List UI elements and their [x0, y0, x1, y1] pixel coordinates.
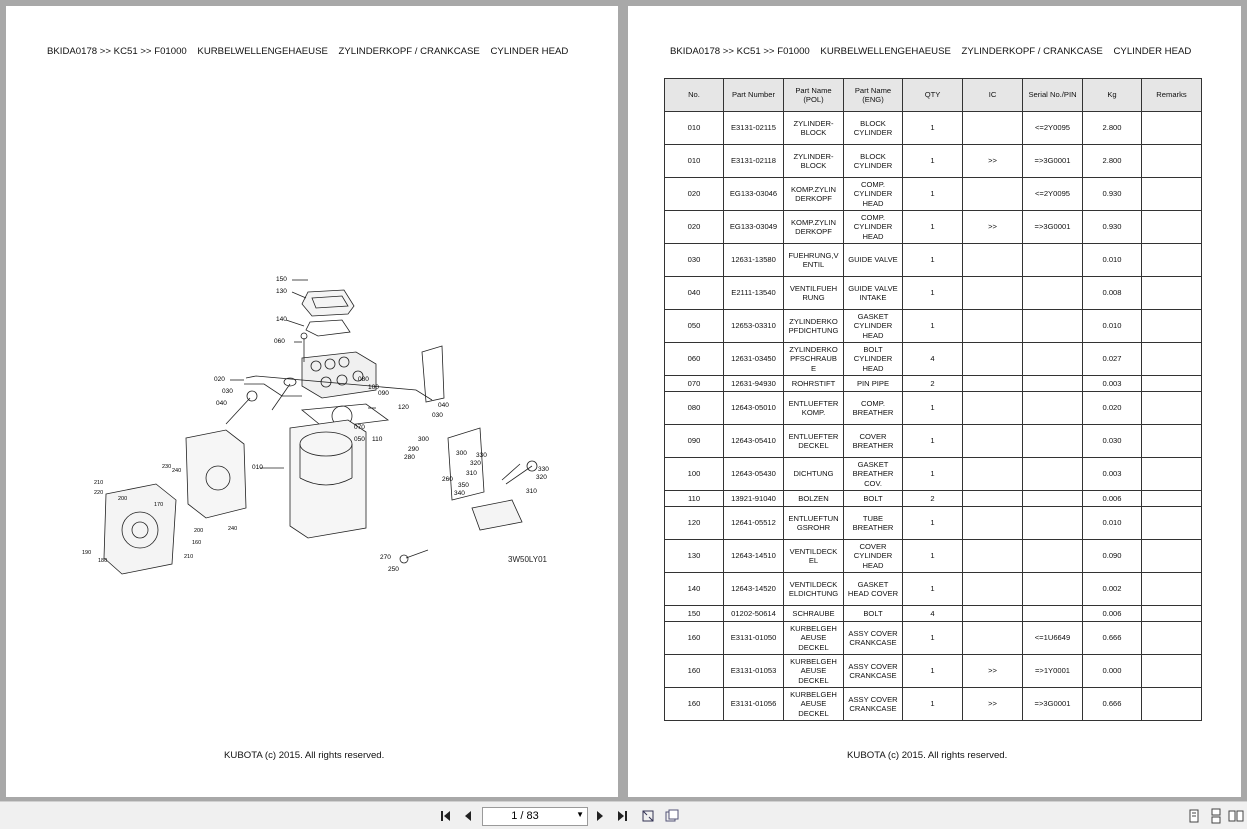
col-header-ic: IC: [963, 79, 1023, 112]
cell-no: 060: [665, 343, 724, 376]
page-header: [670, 46, 1199, 57]
col-header-no: No.: [665, 79, 724, 112]
callout: 300: [418, 436, 429, 443]
callout: 240: [228, 526, 238, 532]
continuous-icon[interactable]: [1228, 808, 1244, 824]
cell-qty: 1: [903, 655, 963, 688]
cell-serial: [1023, 376, 1083, 392]
cell-part-number: 12643-05010: [724, 392, 784, 425]
cell-ic: [963, 277, 1023, 310]
col-header-serial: Serial No./PIN: [1023, 79, 1083, 112]
header-group-de: KURBELWELLENGEHAEUSE: [197, 46, 328, 57]
cell-kg: 0.090: [1083, 540, 1142, 573]
cell-eng: BLOCK CYLINDER: [844, 112, 903, 145]
cell-part-number: 12631-03450: [724, 343, 784, 376]
cell-pol: VENTILDECK ELDICHTUNG: [784, 573, 844, 606]
cell-remarks: [1142, 622, 1202, 655]
cell-pol: ENTLUEFTUN GSROHR: [784, 507, 844, 540]
callout: 080: [358, 376, 369, 383]
cell-kg: 0.002: [1083, 573, 1142, 606]
cell-ic: [963, 343, 1023, 376]
parts-table-body: [665, 112, 1202, 721]
callout: 200: [194, 528, 204, 534]
cell-ic: [963, 606, 1023, 622]
col-header-part-name-eng: Part Name (ENG): [844, 79, 903, 112]
callout: 230: [162, 464, 172, 470]
cell-kg: 0.003: [1083, 458, 1142, 491]
col-header-part-name-pol: Part Name (POL): [784, 79, 844, 112]
cell-eng: TUBE BREATHER: [844, 507, 903, 540]
cell-serial: [1023, 507, 1083, 540]
cell-part-number: 12653-03310: [724, 310, 784, 343]
cell-kg: 0.000: [1083, 655, 1142, 688]
callout: 280: [404, 454, 415, 461]
cell-ic: [963, 425, 1023, 458]
diagram-drawing: [76, 268, 566, 588]
callout: 130: [276, 288, 287, 295]
callout: 040: [438, 402, 449, 409]
table-row: [665, 343, 1202, 376]
header-group-de: KURBELWELLENGEHAEUSE: [820, 46, 951, 57]
callout: 140: [276, 316, 287, 323]
cell-eng: COMP. BREATHER: [844, 392, 903, 425]
callout: 330: [476, 452, 487, 459]
cell-no: 160: [665, 688, 724, 721]
cell-pol: SCHRAUBE: [784, 606, 844, 622]
exploded-parts-diagram: [76, 268, 566, 588]
cell-remarks: [1142, 178, 1202, 211]
chevron-down-icon: ▼: [576, 810, 584, 819]
cell-remarks: [1142, 211, 1202, 244]
cell-serial: [1023, 343, 1083, 376]
col-header-part-number: Part Number: [724, 79, 784, 112]
two-page-icon[interactable]: [1208, 808, 1224, 824]
cell-eng: COMP. CYLINDER HEAD: [844, 211, 903, 244]
table-row: [665, 491, 1202, 507]
callout: 150: [276, 276, 287, 283]
cell-ic: [963, 178, 1023, 211]
cell-ic: [963, 622, 1023, 655]
cell-no: 130: [665, 540, 724, 573]
cell-serial: [1023, 573, 1083, 606]
cell-serial: =>3G0001: [1023, 688, 1083, 721]
table-row: [665, 112, 1202, 145]
cell-ic: [963, 458, 1023, 491]
cell-serial: [1023, 606, 1083, 622]
cell-pol: KOMP.ZYLIN DERKOPF: [784, 178, 844, 211]
next-page-icon[interactable]: [592, 808, 608, 824]
cell-pol: ROHRSTIFT: [784, 376, 844, 392]
cell-no: 110: [665, 491, 724, 507]
cell-qty: 1: [903, 277, 963, 310]
cell-serial: [1023, 392, 1083, 425]
header-path: BKIDA0178 >> KC51 >> F01000: [47, 46, 187, 57]
header-group-pair: ZYLINDERKOPF / CRANKCASE: [338, 46, 480, 57]
cell-qty: 1: [903, 540, 963, 573]
cell-ic: [963, 376, 1023, 392]
table-row: [665, 622, 1202, 655]
cell-remarks: [1142, 392, 1202, 425]
cell-kg: 0.006: [1083, 491, 1142, 507]
cell-no: 070: [665, 376, 724, 392]
callout: 030: [222, 388, 233, 395]
cell-serial: [1023, 458, 1083, 491]
cell-part-number: E3131-01053: [724, 655, 784, 688]
callout: 010: [252, 464, 263, 471]
cell-eng: COVER BREATHER: [844, 425, 903, 458]
cell-serial: <=1U6649: [1023, 622, 1083, 655]
cell-pol: KURBELGEH AEUSE DECKEL: [784, 688, 844, 721]
cell-ic: [963, 112, 1023, 145]
header-group-en: CYLINDER HEAD: [1113, 46, 1192, 57]
table-row: [665, 310, 1202, 343]
fit-width-icon[interactable]: [664, 808, 680, 824]
cell-no: 040: [665, 277, 724, 310]
cell-ic: [963, 573, 1023, 606]
cell-serial: [1023, 540, 1083, 573]
cell-no: 020: [665, 211, 724, 244]
cell-kg: 0.030: [1083, 425, 1142, 458]
cell-no: 160: [665, 655, 724, 688]
cell-kg: 0.010: [1083, 507, 1142, 540]
cell-remarks: [1142, 507, 1202, 540]
cell-pol: KURBELGEH AEUSE DECKEL: [784, 622, 844, 655]
header-group-pair: ZYLINDERKOPF / CRANKCASE: [961, 46, 1103, 57]
callout: 210: [184, 554, 194, 560]
cell-no: 100: [665, 458, 724, 491]
cell-no: 080: [665, 392, 724, 425]
cell-remarks: [1142, 458, 1202, 491]
cell-eng: ASSY COVER CRANKCASE: [844, 655, 903, 688]
cell-serial: [1023, 425, 1083, 458]
page-footer: KUBOTA (c) 2015. All rights reserved.: [224, 750, 385, 761]
callout: 030: [432, 412, 443, 419]
cell-part-number: EG133-03046: [724, 178, 784, 211]
cell-remarks: [1142, 310, 1202, 343]
cell-qty: 1: [903, 392, 963, 425]
cell-qty: 2: [903, 376, 963, 392]
first-page-icon[interactable]: [438, 808, 454, 824]
table-row: [665, 688, 1202, 721]
page-number-select[interactable]: [482, 807, 588, 826]
cell-qty: 1: [903, 211, 963, 244]
cell-kg: 0.666: [1083, 622, 1142, 655]
table-row: [665, 540, 1202, 573]
callout: 310: [526, 488, 537, 495]
cell-part-number: 13921-91040: [724, 491, 784, 507]
table-header-row: [665, 79, 1202, 112]
cell-serial: =>3G0001: [1023, 211, 1083, 244]
cell-qty: 1: [903, 145, 963, 178]
cell-qty: 1: [903, 178, 963, 211]
cell-remarks: [1142, 376, 1202, 392]
pdf-page-right: [628, 6, 1241, 797]
table-row: [665, 392, 1202, 425]
callout: 330: [538, 466, 549, 473]
callout: 260: [442, 476, 453, 483]
cell-pol: FUEHRUNG,V ENTIL: [784, 244, 844, 277]
cell-serial: [1023, 491, 1083, 507]
cell-remarks: [1142, 540, 1202, 573]
callout: 190: [82, 550, 92, 556]
callout: 100: [368, 384, 379, 391]
callout: 350: [458, 482, 469, 489]
cell-ic: >>: [963, 688, 1023, 721]
callout: 180: [98, 558, 108, 564]
cell-eng: ASSY COVER CRANKCASE: [844, 622, 903, 655]
prev-page-icon[interactable]: [460, 808, 476, 824]
cell-eng: GASKET BREATHER COV.: [844, 458, 903, 491]
cell-no: 010: [665, 112, 724, 145]
callout: 220: [94, 490, 104, 496]
cell-remarks: [1142, 277, 1202, 310]
cell-remarks: [1142, 573, 1202, 606]
cell-ic: [963, 491, 1023, 507]
callout: 120: [398, 404, 409, 411]
cell-serial: =>3G0001: [1023, 145, 1083, 178]
callout: 290: [408, 446, 419, 453]
cell-part-number: E3131-01056: [724, 688, 784, 721]
cell-no: 090: [665, 425, 724, 458]
cell-ic: >>: [963, 145, 1023, 178]
cell-part-number: 12643-14510: [724, 540, 784, 573]
cell-serial: [1023, 277, 1083, 310]
cell-eng: GUIDE VALVE INTAKE: [844, 277, 903, 310]
cell-serial: [1023, 244, 1083, 277]
cell-eng: GASKET HEAD COVER: [844, 573, 903, 606]
callout: 060: [274, 338, 285, 345]
cell-eng: COMP. CYLINDER HEAD: [844, 178, 903, 211]
cell-ic: [963, 392, 1023, 425]
cell-pol: DICHTUNG: [784, 458, 844, 491]
callout: 310: [466, 470, 477, 477]
cell-kg: 0.930: [1083, 211, 1142, 244]
cell-kg: 0.010: [1083, 244, 1142, 277]
cell-remarks: [1142, 655, 1202, 688]
callout: 160: [192, 540, 202, 546]
callout: 270: [380, 554, 391, 561]
cell-remarks: [1142, 688, 1202, 721]
callout: 210: [94, 480, 104, 486]
cell-serial: <=2Y0095: [1023, 112, 1083, 145]
callout: 300: [456, 450, 467, 457]
col-header-qty: QTY: [903, 79, 963, 112]
cell-part-number: 01202-50614: [724, 606, 784, 622]
table-row: [665, 145, 1202, 178]
fit-page-icon[interactable]: [640, 808, 656, 824]
cell-pol: ENTLUEFTER DECKEL: [784, 425, 844, 458]
cell-qty: 1: [903, 573, 963, 606]
cell-no: 010: [665, 145, 724, 178]
pdf-viewer-toolbar: [0, 801, 1247, 829]
cell-part-number: 12643-14520: [724, 573, 784, 606]
table-row: [665, 606, 1202, 622]
cell-pol: ZYLINDERKO PFDICHTUNG: [784, 310, 844, 343]
cell-kg: 0.010: [1083, 310, 1142, 343]
parts-table: [664, 78, 1202, 721]
col-header-kg: Kg: [1083, 79, 1142, 112]
cell-eng: PIN PIPE: [844, 376, 903, 392]
cell-qty: 1: [903, 425, 963, 458]
cell-pol: KURBELGEH AEUSE DECKEL: [784, 655, 844, 688]
cell-kg: 0.003: [1083, 376, 1142, 392]
cell-qty: 1: [903, 244, 963, 277]
callout: 240: [172, 468, 182, 474]
callout: 070: [354, 424, 365, 431]
table-row: [665, 178, 1202, 211]
single-page-icon[interactable]: [1186, 808, 1202, 824]
page-footer: KUBOTA (c) 2015. All rights reserved.: [847, 750, 1008, 761]
cell-kg: 0.027: [1083, 343, 1142, 376]
cell-ic: [963, 540, 1023, 573]
cell-no: 030: [665, 244, 724, 277]
cell-part-number: 12641-05512: [724, 507, 784, 540]
cell-part-number: 12643-05430: [724, 458, 784, 491]
cell-remarks: [1142, 491, 1202, 507]
cell-remarks: [1142, 606, 1202, 622]
last-page-icon[interactable]: [614, 808, 630, 824]
cell-no: 150: [665, 606, 724, 622]
table-row: [665, 507, 1202, 540]
table-row: [665, 655, 1202, 688]
cell-eng: GASKET CYLINDER HEAD: [844, 310, 903, 343]
header-group-en: CYLINDER HEAD: [490, 46, 569, 57]
cell-remarks: [1142, 145, 1202, 178]
cell-ic: >>: [963, 211, 1023, 244]
cell-pol: ENTLUEFTER KOMP.: [784, 392, 844, 425]
cell-eng: BOLT CYLINDER HEAD: [844, 343, 903, 376]
cell-serial: =>1Y0001: [1023, 655, 1083, 688]
cell-remarks: [1142, 343, 1202, 376]
cell-no: 020: [665, 178, 724, 211]
cell-eng: BLOCK CYLINDER: [844, 145, 903, 178]
header-path: BKIDA0178 >> KC51 >> F01000: [670, 46, 810, 57]
cell-kg: 0.008: [1083, 277, 1142, 310]
cell-serial: <=2Y0095: [1023, 178, 1083, 211]
cell-qty: 2: [903, 491, 963, 507]
callout: 200: [118, 496, 128, 502]
cell-qty: 1: [903, 622, 963, 655]
cell-part-number: 12643-05410: [724, 425, 784, 458]
cell-kg: 0.666: [1083, 688, 1142, 721]
callout: 090: [378, 390, 389, 397]
cell-no: 050: [665, 310, 724, 343]
cell-pol: ZYLINDER- BLOCK: [784, 112, 844, 145]
cell-pol: ZYLINDERKO PFSCHRAUB E: [784, 343, 844, 376]
cell-part-number: EG133-03049: [724, 211, 784, 244]
cell-qty: 4: [903, 606, 963, 622]
callout: 110: [372, 436, 383, 443]
callout: 250: [388, 566, 399, 573]
cell-remarks: [1142, 425, 1202, 458]
cell-pol: VENTILFUEH RUNG: [784, 277, 844, 310]
callout: 340: [454, 490, 465, 497]
cell-pol: KOMP.ZYLIN DERKOPF: [784, 211, 844, 244]
table-row: [665, 376, 1202, 392]
callout: 040: [216, 400, 227, 407]
cell-eng: GUIDE VALVE: [844, 244, 903, 277]
cell-ic: [963, 244, 1023, 277]
table-row: [665, 425, 1202, 458]
callout: 050: [354, 436, 365, 443]
cell-ic: [963, 310, 1023, 343]
col-header-remarks: Remarks: [1142, 79, 1202, 112]
cell-pol: BOLZEN: [784, 491, 844, 507]
cell-part-number: E3131-01050: [724, 622, 784, 655]
callout: 320: [470, 460, 481, 467]
cell-part-number: 12631-13580: [724, 244, 784, 277]
cell-remarks: [1142, 244, 1202, 277]
cell-part-number: E3131-02115: [724, 112, 784, 145]
table-row: [665, 211, 1202, 244]
cell-qty: 1: [903, 688, 963, 721]
cell-ic: [963, 507, 1023, 540]
table-row: [665, 244, 1202, 277]
cell-pol: ZYLINDER- BLOCK: [784, 145, 844, 178]
cell-eng: COVER CYLINDER HEAD: [844, 540, 903, 573]
cell-part-number: E3131-02118: [724, 145, 784, 178]
cell-remarks: [1142, 112, 1202, 145]
pdf-page-left: [6, 6, 618, 797]
cell-eng: BOLT: [844, 606, 903, 622]
callout: 320: [536, 474, 547, 481]
cell-kg: 2.800: [1083, 145, 1142, 178]
cell-eng: BOLT: [844, 491, 903, 507]
callout: 020: [214, 376, 225, 383]
cell-kg: 0.020: [1083, 392, 1142, 425]
page-indicator: 1 / 83: [511, 810, 539, 822]
cell-qty: 1: [903, 507, 963, 540]
cell-no: 140: [665, 573, 724, 606]
table-row: [665, 277, 1202, 310]
cell-no: 160: [665, 622, 724, 655]
cell-qty: 1: [903, 458, 963, 491]
cell-eng: ASSY COVER CRANKCASE: [844, 688, 903, 721]
page-header: [47, 46, 576, 57]
cell-no: 120: [665, 507, 724, 540]
cell-kg: 0.930: [1083, 178, 1142, 211]
cell-pol: VENTILDECK EL: [784, 540, 844, 573]
callout: 170: [154, 502, 164, 508]
table-row: [665, 573, 1202, 606]
cell-qty: 4: [903, 343, 963, 376]
cell-part-number: 12631-94930: [724, 376, 784, 392]
cell-ic: >>: [963, 655, 1023, 688]
cell-kg: 0.006: [1083, 606, 1142, 622]
cell-part-number: E2111-13540: [724, 277, 784, 310]
cell-kg: 2.800: [1083, 112, 1142, 145]
cell-serial: [1023, 310, 1083, 343]
cell-qty: 1: [903, 310, 963, 343]
diagram-code: 3W50LY01: [508, 555, 547, 564]
cell-qty: 1: [903, 112, 963, 145]
table-row: [665, 458, 1202, 491]
